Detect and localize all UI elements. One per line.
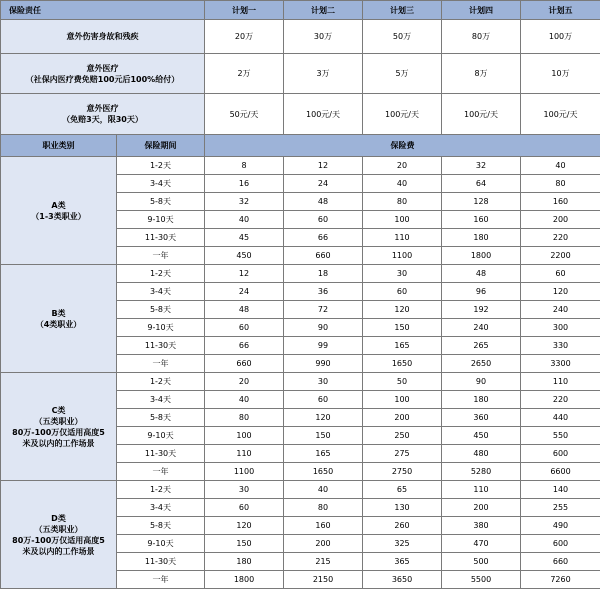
premium-cell: 66 — [284, 229, 363, 247]
premium-cell: 66 — [205, 337, 284, 355]
premium-cell: 250 — [363, 427, 442, 445]
table-row — [1, 373, 600, 391]
period-cell: 一年 — [117, 355, 205, 373]
premium-cell: 80 — [363, 193, 442, 211]
premium-cell: 110 — [363, 229, 442, 247]
coverage-value: 50万 — [363, 20, 442, 54]
premium-cell: 64 — [442, 175, 521, 193]
premium-cell: 60 — [363, 283, 442, 301]
premium-cell: 240 — [521, 301, 600, 319]
period-cell: 9-10天 — [117, 211, 205, 229]
period-cell: 3-4天 — [117, 175, 205, 193]
premium-cell: 255 — [521, 499, 600, 517]
premium-cell: 6600 — [521, 463, 600, 481]
premium-cell: 120 — [363, 301, 442, 319]
premium-cell: 1650 — [363, 355, 442, 373]
premium-cell: 100 — [363, 211, 442, 229]
premium-cell: 40 — [363, 175, 442, 193]
coverage-value: 100元/天 — [442, 94, 521, 135]
premium-cell: 40 — [205, 391, 284, 409]
premium-cell: 36 — [284, 283, 363, 301]
premium-cell: 32 — [205, 193, 284, 211]
premium-cell: 7260 — [521, 571, 600, 589]
premium-cell: 490 — [521, 517, 600, 535]
header-row — [1, 1, 600, 20]
premium-cell: 60 — [284, 211, 363, 229]
premium-cell: 275 — [363, 445, 442, 463]
premium-cell: 45 — [205, 229, 284, 247]
premium-cell: 180 — [205, 553, 284, 571]
premium-cell: 265 — [442, 337, 521, 355]
premium-cell: 260 — [363, 517, 442, 535]
premium-cell: 12 — [284, 157, 363, 175]
premium-cell: 180 — [442, 229, 521, 247]
coverage-label: 意外伤害身故和残疾 — [1, 20, 205, 54]
premium-cell: 30 — [284, 373, 363, 391]
period-cell: 11-30天 — [117, 229, 205, 247]
coverage-value: 100万 — [521, 20, 600, 54]
premium-cell: 220 — [521, 391, 600, 409]
premium-cell: 200 — [521, 211, 600, 229]
premium-cell: 160 — [284, 517, 363, 535]
premium-cell: 60 — [284, 391, 363, 409]
category-label: B类 （4类职业） — [1, 265, 117, 373]
premium-cell: 220 — [521, 229, 600, 247]
period-cell: 一年 — [117, 247, 205, 265]
premium-cell: 140 — [521, 481, 600, 499]
premium-cell: 1800 — [442, 247, 521, 265]
premium-cell: 120 — [205, 517, 284, 535]
period-cell: 9-10天 — [117, 427, 205, 445]
premium-cell: 16 — [205, 175, 284, 193]
period-cell: 3-4天 — [117, 283, 205, 301]
premium-cell: 330 — [521, 337, 600, 355]
premium-cell: 2150 — [284, 571, 363, 589]
premium-cell: 440 — [521, 409, 600, 427]
premium-cell: 5280 — [442, 463, 521, 481]
premium-cell: 300 — [521, 319, 600, 337]
header-plan-3: 计划三 — [363, 1, 442, 20]
premium-cell: 2650 — [442, 355, 521, 373]
coverage-value: 5万 — [363, 54, 442, 94]
premium-cell: 215 — [284, 553, 363, 571]
period-cell: 11-30天 — [117, 337, 205, 355]
premium-cell: 50 — [363, 373, 442, 391]
premium-cell: 65 — [363, 481, 442, 499]
period-cell: 9-10天 — [117, 535, 205, 553]
period-cell: 1-2天 — [117, 265, 205, 283]
coverage-value: 20万 — [205, 20, 284, 54]
premium-cell: 450 — [442, 427, 521, 445]
premium-cell: 360 — [442, 409, 521, 427]
period-cell: 1-2天 — [117, 481, 205, 499]
coverage-row-hospital-allowance — [1, 94, 600, 135]
premium-cell: 48 — [284, 193, 363, 211]
premium-cell: 30 — [363, 265, 442, 283]
subheader-period: 保险期间 — [117, 135, 205, 157]
premium-cell: 660 — [205, 355, 284, 373]
premium-cell: 90 — [442, 373, 521, 391]
premium-cell: 30 — [205, 481, 284, 499]
coverage-label: 意外医疗 （社保内医疗费免赔100元后100%给付） — [1, 54, 205, 94]
premium-cell: 160 — [442, 211, 521, 229]
premium-cell: 3650 — [363, 571, 442, 589]
premium-cell: 40 — [284, 481, 363, 499]
premium-cell: 1100 — [205, 463, 284, 481]
table-row — [1, 265, 600, 283]
premium-cell: 100 — [205, 427, 284, 445]
premium-cell: 3300 — [521, 355, 600, 373]
premium-cell: 90 — [284, 319, 363, 337]
period-cell: 5-8天 — [117, 193, 205, 211]
table-row — [1, 157, 600, 175]
premium-cell: 380 — [442, 517, 521, 535]
category-label: A类 （1-3类职业） — [1, 157, 117, 265]
coverage-value: 80万 — [442, 20, 521, 54]
premium-cell: 60 — [521, 265, 600, 283]
coverage-value: 8万 — [442, 54, 521, 94]
premium-cell: 365 — [363, 553, 442, 571]
period-cell: 11-30天 — [117, 445, 205, 463]
premium-cell: 1100 — [363, 247, 442, 265]
premium-cell: 990 — [284, 355, 363, 373]
premium-cell: 600 — [521, 535, 600, 553]
table-row — [1, 481, 600, 499]
period-cell: 5-8天 — [117, 517, 205, 535]
premium-cell: 128 — [442, 193, 521, 211]
premium-cell: 480 — [442, 445, 521, 463]
period-cell: 5-8天 — [117, 409, 205, 427]
premium-cell: 200 — [442, 499, 521, 517]
premium-cell: 200 — [284, 535, 363, 553]
premium-cell: 180 — [442, 391, 521, 409]
premium-cell: 24 — [284, 175, 363, 193]
period-cell: 3-4天 — [117, 391, 205, 409]
premium-cell: 2750 — [363, 463, 442, 481]
premium-cell: 160 — [521, 193, 600, 211]
coverage-value: 100元/天 — [284, 94, 363, 135]
premium-cell: 40 — [521, 157, 600, 175]
category-label: D类 （五类职业） 80万-100万仅适用高度5 米及以内的工作场景 — [1, 481, 117, 589]
coverage-label: 意外医疗 （免赔3天，限30天） — [1, 94, 205, 135]
premium-cell: 470 — [442, 535, 521, 553]
premium-cell: 325 — [363, 535, 442, 553]
premium-cell: 2200 — [521, 247, 600, 265]
premium-cell: 72 — [284, 301, 363, 319]
premium-cell: 18 — [284, 265, 363, 283]
coverage-value: 100元/天 — [521, 94, 600, 135]
period-cell: 1-2天 — [117, 157, 205, 175]
premium-cell: 80 — [205, 409, 284, 427]
premium-cell: 40 — [205, 211, 284, 229]
premium-cell: 110 — [205, 445, 284, 463]
premium-cell: 500 — [442, 553, 521, 571]
coverage-value: 50元/天 — [205, 94, 284, 135]
premium-cell: 130 — [363, 499, 442, 517]
coverage-value: 100元/天 — [363, 94, 442, 135]
premium-cell: 165 — [363, 337, 442, 355]
premium-cell: 150 — [363, 319, 442, 337]
subheader-premium: 保险费 — [205, 135, 600, 157]
premium-cell: 100 — [363, 391, 442, 409]
coverage-value: 2万 — [205, 54, 284, 94]
premium-cell: 99 — [284, 337, 363, 355]
premium-cell: 240 — [442, 319, 521, 337]
premium-cell: 192 — [442, 301, 521, 319]
premium-cell: 110 — [521, 373, 600, 391]
premium-cell: 150 — [284, 427, 363, 445]
subheader-category: 职业类别 — [1, 135, 117, 157]
premium-cell: 1800 — [205, 571, 284, 589]
premium-cell: 660 — [521, 553, 600, 571]
premium-cell: 20 — [205, 373, 284, 391]
header-coverage-label: 保险责任 — [1, 1, 205, 20]
header-plan-4: 计划四 — [442, 1, 521, 20]
period-cell: 9-10天 — [117, 319, 205, 337]
period-cell: 一年 — [117, 463, 205, 481]
premium-cell: 24 — [205, 283, 284, 301]
premium-cell: 165 — [284, 445, 363, 463]
coverage-value: 10万 — [521, 54, 600, 94]
header-plan-2: 计划二 — [284, 1, 363, 20]
premium-cell: 200 — [363, 409, 442, 427]
premium-cell: 450 — [205, 247, 284, 265]
coverage-row-medical — [1, 54, 600, 94]
period-cell: 5-8天 — [117, 301, 205, 319]
premium-cell: 5500 — [442, 571, 521, 589]
premium-cell: 20 — [363, 157, 442, 175]
coverage-value: 3万 — [284, 54, 363, 94]
premium-cell: 48 — [205, 301, 284, 319]
premium-cell: 120 — [521, 283, 600, 301]
premium-cell: 1650 — [284, 463, 363, 481]
premium-subheader-row — [1, 135, 600, 157]
period-cell: 一年 — [117, 571, 205, 589]
coverage-row-death-disability — [1, 20, 600, 54]
premium-cell: 600 — [521, 445, 600, 463]
premium-cell: 60 — [205, 319, 284, 337]
premium-cell: 48 — [442, 265, 521, 283]
premium-cell: 96 — [442, 283, 521, 301]
premium-cell: 32 — [442, 157, 521, 175]
premium-cell: 550 — [521, 427, 600, 445]
premium-cell: 8 — [205, 157, 284, 175]
premium-cell: 150 — [205, 535, 284, 553]
premium-cell: 80 — [284, 499, 363, 517]
period-cell: 1-2天 — [117, 373, 205, 391]
header-plan-5: 计划五 — [521, 1, 600, 20]
premium-cell: 12 — [205, 265, 284, 283]
premium-cell: 110 — [442, 481, 521, 499]
category-label: C类 （五类职业） 80万-100万仅适用高度5 米及以内的工作场景 — [1, 373, 117, 481]
period-cell: 3-4天 — [117, 499, 205, 517]
header-plan-1: 计划一 — [205, 1, 284, 20]
premium-cell: 120 — [284, 409, 363, 427]
premium-cell: 80 — [521, 175, 600, 193]
premium-cell: 660 — [284, 247, 363, 265]
coverage-value: 30万 — [284, 20, 363, 54]
premium-cell: 60 — [205, 499, 284, 517]
period-cell: 11-30天 — [117, 553, 205, 571]
